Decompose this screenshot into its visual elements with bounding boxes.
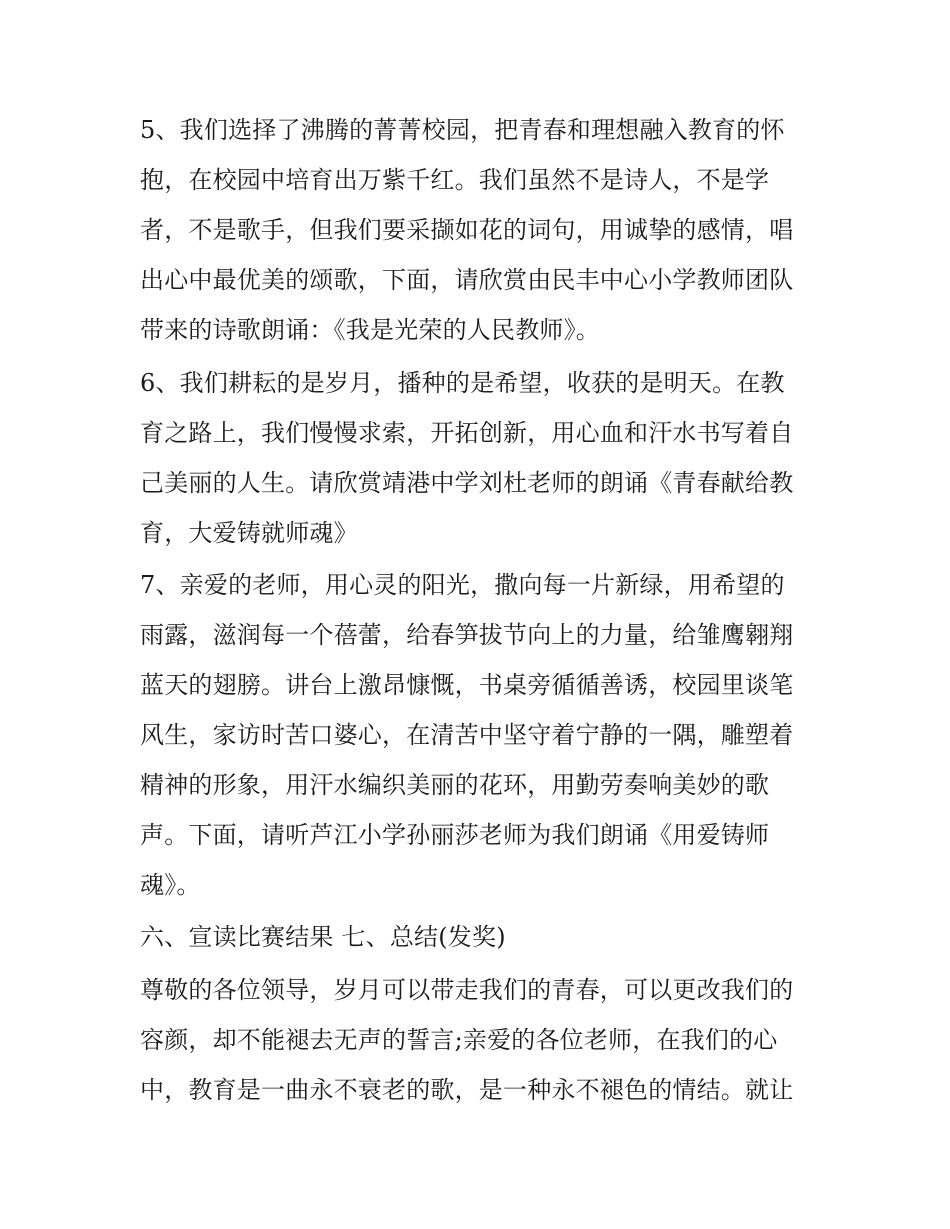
text-line: 己美丽的人生。请欣赏靖港中学刘杜老师的朗诵《青春献给教 (140, 469, 794, 497)
text-line: 出心中最优美的颂歌，下面，请欣赏由民丰中心小学教师团队 (140, 266, 794, 294)
text-line: 带来的诗歌朗诵：《我是光荣的人民教师》。 (140, 316, 600, 344)
text-line: 育之路上，我们慢慢求索，开拓创新，用心血和汗水书写着自 (140, 419, 794, 447)
text-line: 容颜，却不能褪去无声的誓言;亲爱的各位老师，在我们的心 (140, 1026, 778, 1054)
text-line: 尊敬的各位领导，岁月可以带走我们的青春，可以更改我们的 (140, 976, 794, 1004)
text-line: 精神的形象，用汗水编织美丽的花环，用勤劳奏响美妙的歌 (140, 771, 770, 799)
text-line: 抱，在校园中培育出万紫千红。我们虽然不是诗人，不是学 (140, 166, 770, 194)
text-line: 声。下面，请听芦江小学孙丽莎老师为我们朗诵《用爱铸师 (140, 821, 770, 849)
text-line: 中，教育是一曲永不衰老的歌，是一种永不褪色的情结。就让 (140, 1076, 794, 1104)
text-line: 5、我们选择了沸腾的菁菁校园，把青春和理想融入教育的怀 (140, 116, 785, 144)
text-line: 育，大爱铸就师魂》 (140, 519, 358, 547)
text-line: 6、我们耕耘的是岁月，播种的是希望，收获的是明天。在教 (140, 369, 785, 397)
text-line: 7、亲爱的老师，用心灵的阳光，撒向每一片新绿，用希望的 (140, 571, 785, 599)
text-line: 蓝天的翅膀。讲台上激昂慷慨，书桌旁循循善诱，校园里谈笔 (140, 671, 794, 699)
section-heading: 六、宣读比赛结果 七、总结(发奖) (140, 923, 506, 951)
text-line: 魂》。 (140, 871, 201, 899)
text-line: 风生，家访时苦口婆心，在清苦中坚守着宁静的一隅，雕塑着 (140, 721, 794, 749)
text-line: 者，不是歌手，但我们要采撷如花的词句，用诚挚的感情，唱 (140, 216, 794, 244)
text-line: 雨露，滋润每一个蓓蕾，给春笋拔节向上的力量，给雏鹰翱翔 (140, 621, 794, 649)
